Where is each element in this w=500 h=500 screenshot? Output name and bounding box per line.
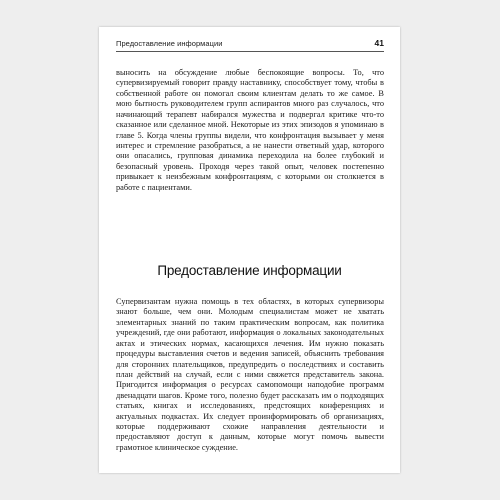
section-heading: Предоставление информации (157, 263, 342, 278)
page-number: 41 (374, 38, 384, 48)
header-divider (116, 51, 384, 52)
body-paragraph-2: Супервизантам нужна помощь в тех областях, в которых супервизоры знают больше, чем они. Молодым специалистам может не хватать элементарных знаний по таким практическим вопросам, как политика учреждений, где они работают, информация о локальных законодательных актах и этических нормах, касающихся лечения. Им нужно показать процедуры выставления счетов и ведения записей, объяснить требования для сторонних плательщиков, предупредить о последствиях и составить план действий на случай, если с ними свяжется представитель закона. Пригодится информация о ресурсах самопомощи наподобие программ двенадцати шагов. Кроме того, полезно будет рассказать им о подходящих статьях, книгах и исследованиях, предстоящих конференциях и актуальных подкастах. Их следует проинформировать об организациях, которые поддерживают схожие направления деятельности и предоставляют доступ к данным, которые могут помочь вывести грамотное клиническое суждение. (116, 297, 384, 452)
running-header-title: Предоставление информации (116, 39, 223, 48)
body-paragraph-1: выносить на обсуждение любые беспокоящие вопросы. То, что супервизируемый говорит правду наставнику, способствует тому, чтобы в собственной работе он помогал своим клиентам делать то же самое. В мою бытность руководителем групп аспирантов много раз случалось, что начинающий терапевт набирался мужества и подвергал критике что-то сказанное или сделанное мной. Некоторые из этих эпизодов я упоминаю в главе 5. Когда члены группы видели, что конфронтация вызывает у меня интерес и стремление разобраться, а не нанести ответный удар, которого они опасались, групповая динамика переходила на более глубокий и безопасный уровень. Проходя через такой опыт, человек постепенно привыкает к неизбежным конфронтациям, с которыми он столкнется в работе с пациентами. (116, 68, 384, 192)
book-page (99, 27, 400, 473)
